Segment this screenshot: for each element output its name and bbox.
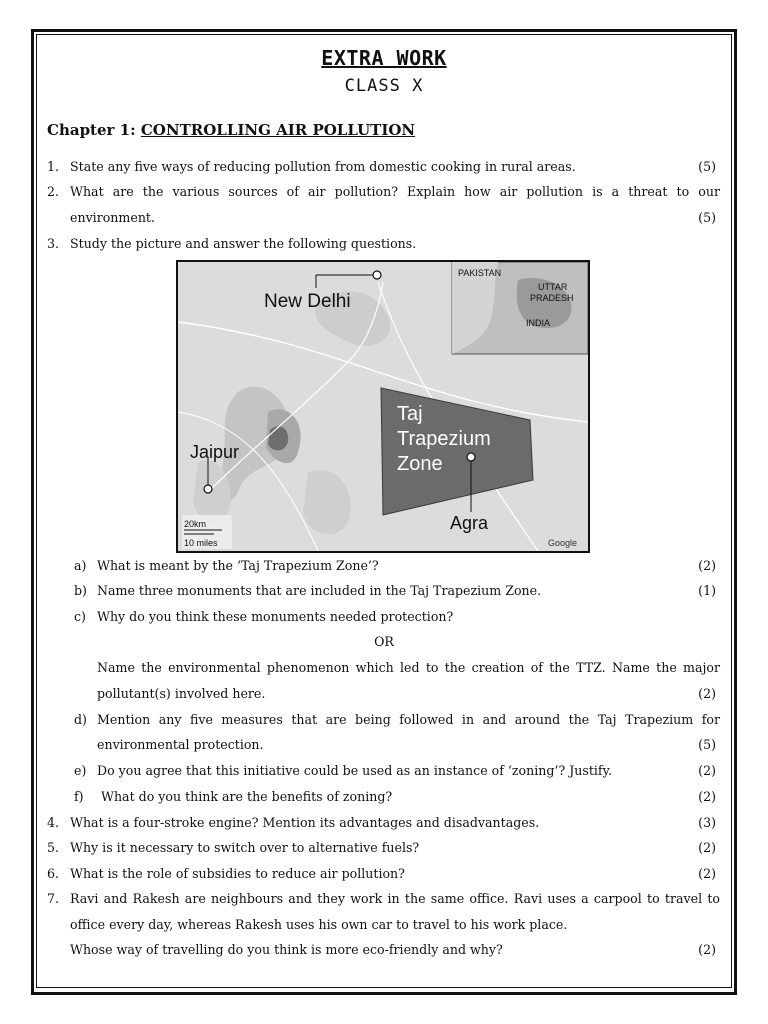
worksheet-class: CLASS X bbox=[344, 76, 424, 96]
q7-number: 7. bbox=[47, 891, 60, 906]
qe-label: e) bbox=[74, 763, 87, 778]
q5-text: Why is it necessary to switch over to alternative fuels? bbox=[70, 840, 420, 855]
chapter-title: CONTROLLING AIR POLLUTION bbox=[140, 121, 416, 139]
taj-trapezium-map bbox=[176, 260, 590, 553]
inset-label-pradesh: PRADESH bbox=[530, 293, 574, 303]
qf-label: f) bbox=[74, 789, 84, 804]
map-label-agra: Agra bbox=[450, 513, 489, 533]
q2-marks: (5) bbox=[698, 210, 716, 225]
inset-label-uttar: UTTAR bbox=[538, 282, 568, 292]
map-zone-line2: Trapezium bbox=[397, 428, 491, 450]
qb-text: Name three monuments that are included in the Taj Trapezium Zone. bbox=[97, 583, 542, 598]
map-scale-km: 20km bbox=[184, 519, 207, 529]
q3-text: Study the picture and answer the following questions. bbox=[70, 236, 417, 251]
q7-marks: (2) bbox=[698, 942, 716, 957]
q2-text-line2: environment. bbox=[70, 210, 155, 225]
q2-number: 2. bbox=[47, 184, 60, 199]
inset-label-pakistan: PAKISTAN bbox=[458, 268, 502, 278]
qd-text-line2: environmental protection. bbox=[97, 737, 264, 752]
q7-text-line3: Whose way of travelling do you think is more eco-friendly and why? bbox=[70, 942, 503, 957]
worksheet-title: EXTRA WORK bbox=[321, 46, 447, 70]
q4-marks: (3) bbox=[698, 815, 716, 830]
q4-text: What is a four-stroke engine? Mention its advantages and disadvantages. bbox=[70, 815, 540, 830]
qc-text-alt-line2: pollutant(s) involved here. bbox=[97, 686, 266, 701]
qa-label: a) bbox=[74, 558, 87, 573]
q2-text-line1: What are the various sources of air pollution? Explain how air pollution is a threat to our bbox=[70, 184, 720, 199]
qe-text: Do you agree that this initiative could be used as an instance of ‘zoning’? Justify. bbox=[97, 763, 613, 778]
map-label-jaipur: Jaipur bbox=[190, 442, 240, 462]
chapter-prefix: Chapter 1: bbox=[47, 121, 136, 139]
map-scale-miles: 10 miles bbox=[184, 538, 218, 548]
q1-number: 1. bbox=[47, 159, 60, 174]
inset-label-india: INDIA bbox=[526, 318, 551, 328]
q5-number: 5. bbox=[47, 840, 60, 855]
qc-marks: (2) bbox=[698, 686, 716, 701]
q6-number: 6. bbox=[47, 866, 60, 881]
qc-or: OR bbox=[374, 634, 394, 649]
qd-marks: (5) bbox=[698, 737, 716, 752]
qe-marks: (2) bbox=[698, 763, 716, 778]
q4-number: 4. bbox=[47, 815, 60, 830]
qb-label: b) bbox=[74, 583, 87, 598]
qf-marks: (2) bbox=[698, 789, 716, 804]
map-zone-line3: Zone bbox=[397, 453, 443, 475]
qd-label: d) bbox=[74, 712, 87, 727]
q6-text: What is the role of subsidies to reduce air pollution? bbox=[70, 866, 405, 881]
q6-marks: (2) bbox=[698, 866, 716, 881]
qb-marks: (1) bbox=[698, 583, 716, 598]
map-zone-line1: Taj bbox=[397, 403, 423, 425]
qc-text: Why do you think these monuments needed protection? bbox=[97, 609, 454, 624]
q7-text-line2: office every day, whereas Rakesh uses his own car to travel to his work place. bbox=[70, 917, 568, 932]
q7-text-line1: Ravi and Rakesh are neighbours and they work in the same office. Ravi uses a carpool to travel to bbox=[70, 891, 720, 906]
q5-marks: (2) bbox=[698, 840, 716, 855]
q1-text: State any five ways of reducing pollution from domestic cooking in rural areas. bbox=[70, 159, 576, 174]
q3-number: 3. bbox=[47, 236, 60, 251]
qc-text-alt-line1: Name the environmental phenomenon which led to the creation of the TTZ. Name the major bbox=[97, 660, 720, 675]
qa-marks: (2) bbox=[698, 558, 716, 573]
qa-text: What is meant by the ‘Taj Trapezium Zone’? bbox=[97, 558, 379, 573]
qc-label: c) bbox=[74, 609, 86, 624]
map-label-new-delhi: New Delhi bbox=[264, 291, 351, 312]
map-credit: Google bbox=[548, 538, 578, 548]
q1-marks: (5) bbox=[698, 159, 716, 174]
qf-text: What do you think are the benefits of zoning? bbox=[101, 789, 393, 804]
qd-text-line1: Mention any five measures that are being followed in and around the Taj Trapezium for bbox=[97, 712, 720, 727]
chapter-heading bbox=[47, 121, 415, 139]
